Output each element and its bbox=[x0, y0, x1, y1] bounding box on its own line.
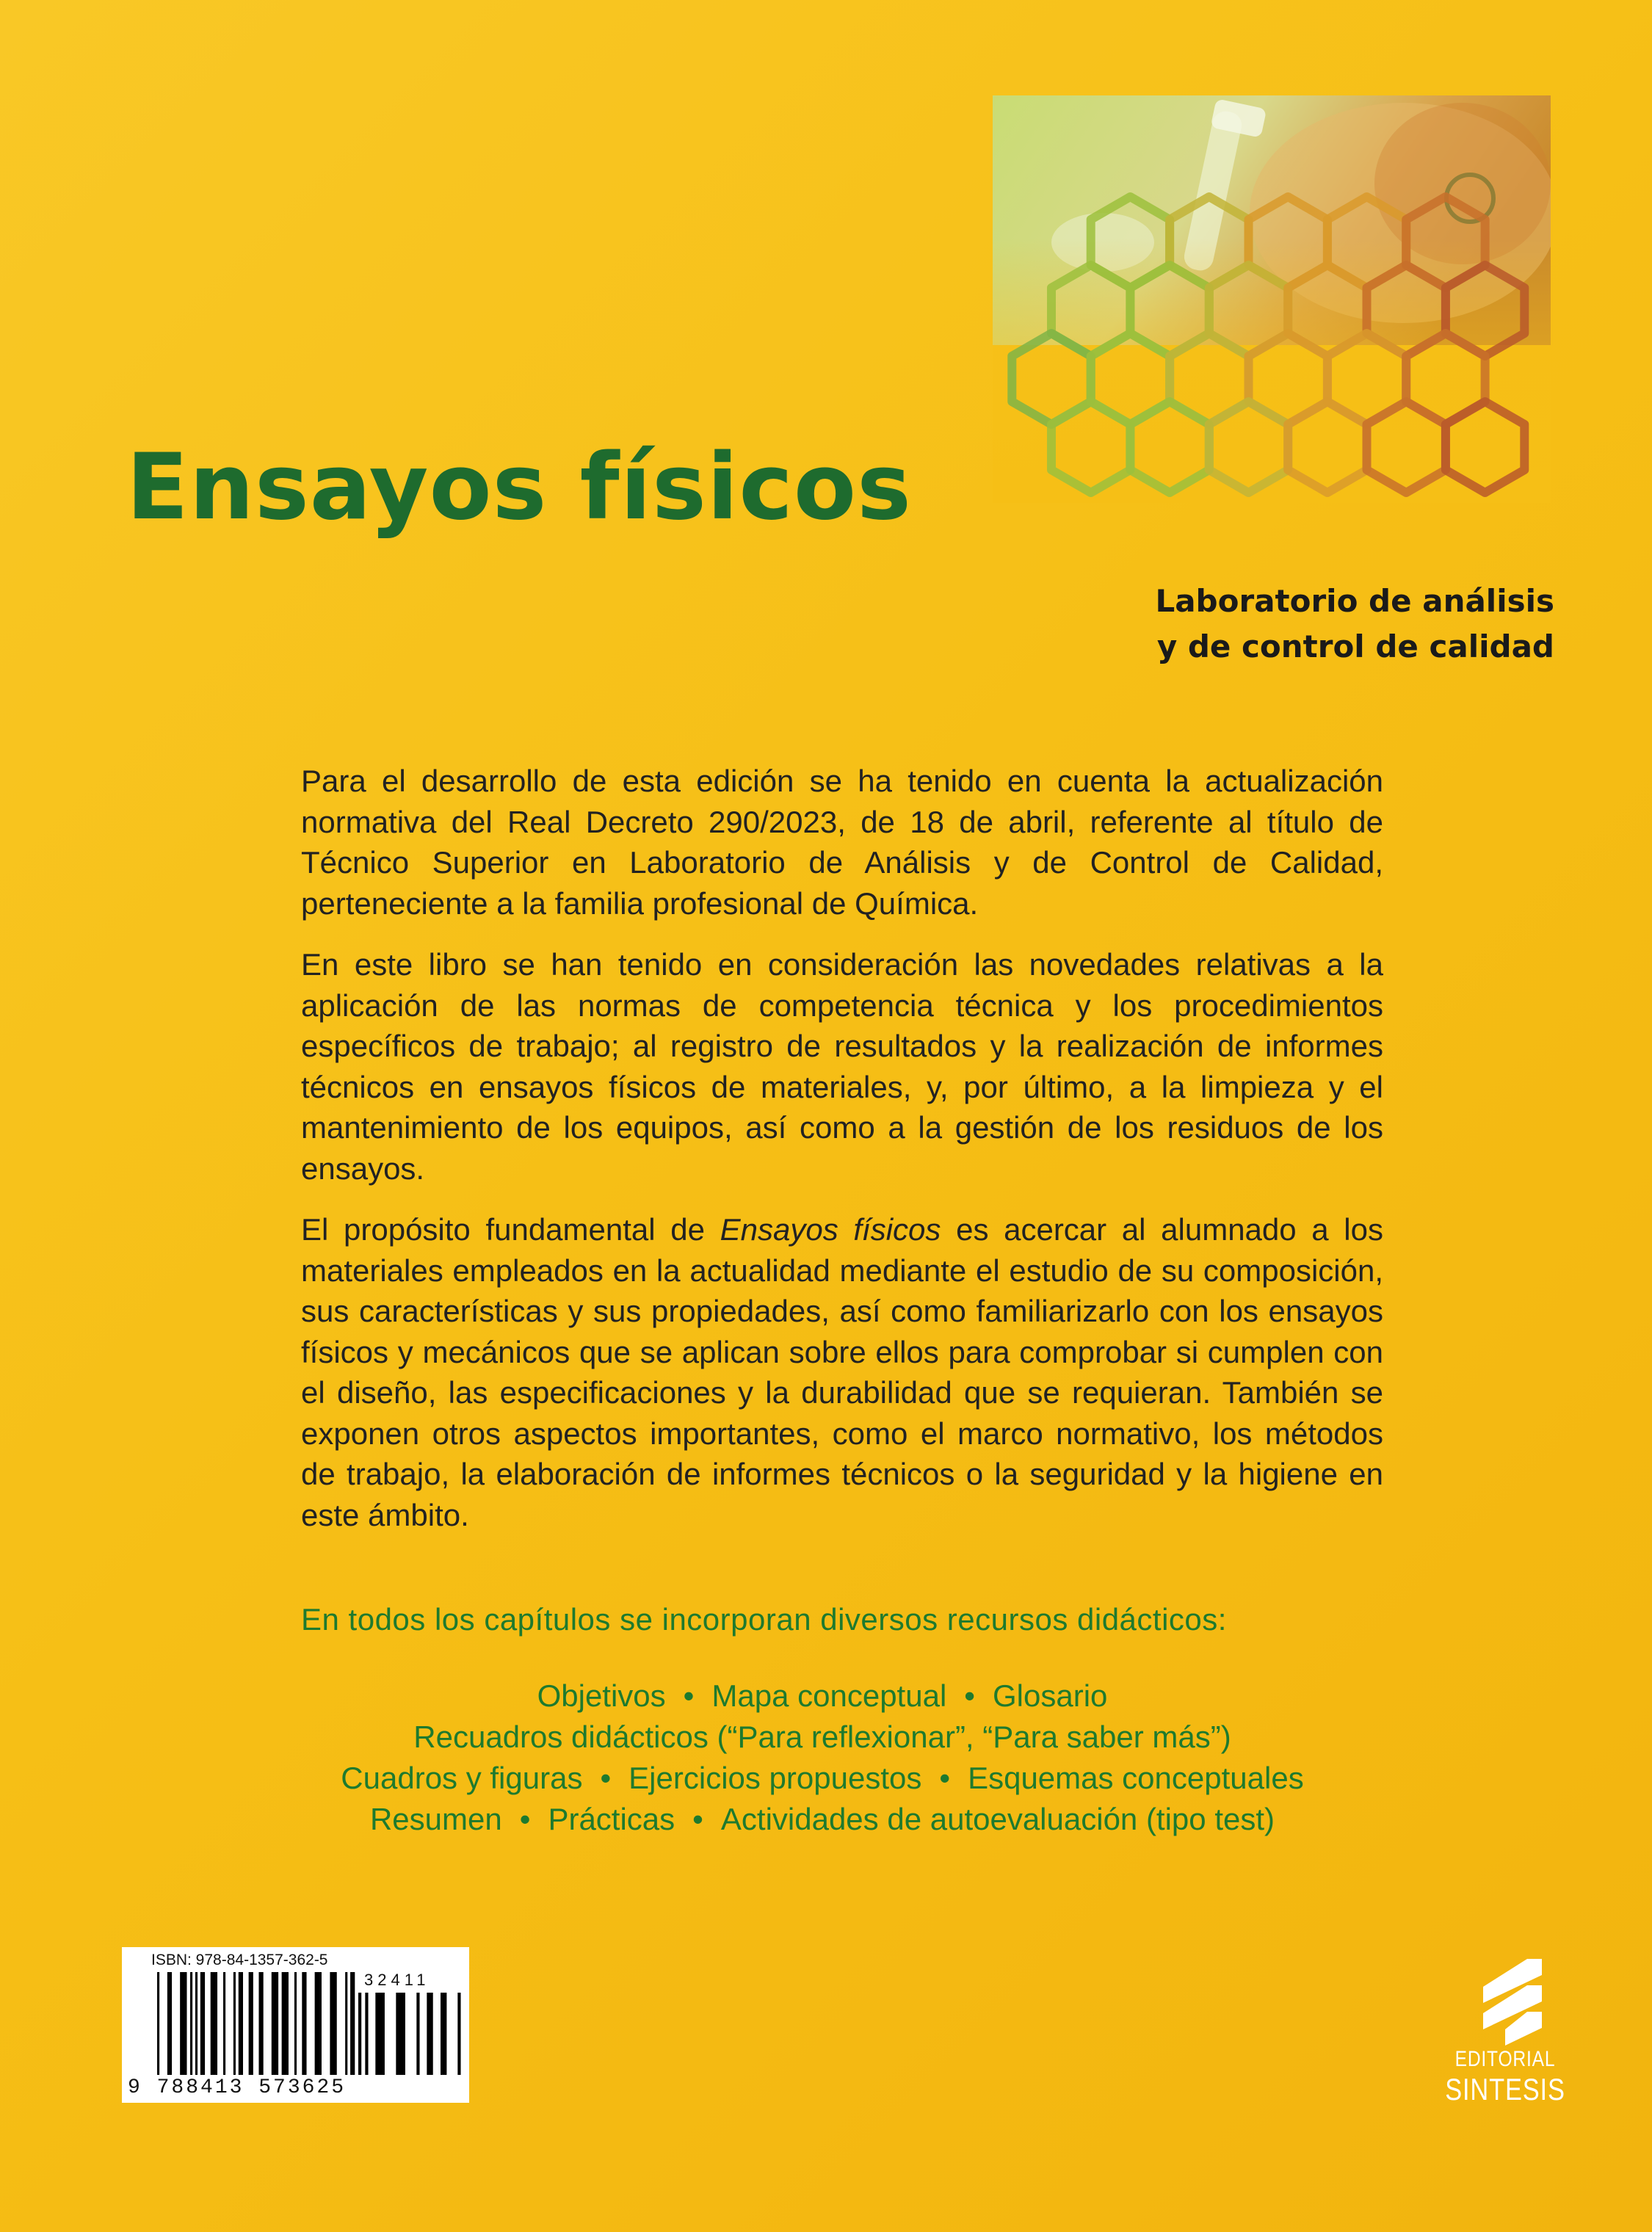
barcode-bar bbox=[457, 1993, 460, 2075]
book-description bbox=[301, 761, 1383, 1556]
resource-item: Objetivos bbox=[537, 1678, 666, 1713]
barcode-bar bbox=[427, 1993, 432, 2075]
barcode-bar bbox=[190, 1972, 192, 2075]
bullet-separator: • bbox=[519, 1802, 531, 1836]
resource-item: Prácticas bbox=[548, 1802, 675, 1836]
resource-item: Resumen bbox=[369, 1802, 502, 1836]
bullet-separator: • bbox=[683, 1678, 695, 1713]
resource-item: Esquemas conceptuales bbox=[968, 1761, 1304, 1795]
isbn-label: ISBN: 978-84-1357-362-5 bbox=[151, 1952, 328, 1968]
resources-row bbox=[220, 1717, 1424, 1758]
bullet-separator: • bbox=[964, 1678, 975, 1713]
barcode-bar bbox=[345, 1972, 347, 2075]
barcode-bar bbox=[315, 1972, 322, 2075]
resource-item: Recuadros didácticos (“Para reflexionar”, “Para saber más”) bbox=[413, 1720, 1231, 1754]
barcode-bar bbox=[258, 1972, 263, 2075]
publisher-logo-mark bbox=[1432, 1953, 1579, 2048]
barcode-bar bbox=[330, 1972, 336, 2075]
resources-row bbox=[220, 1758, 1424, 1799]
bullet-separator: • bbox=[600, 1761, 612, 1795]
barcode-bar bbox=[302, 1972, 306, 2075]
book-title-italic: Ensayos físicos bbox=[720, 1212, 941, 1247]
barcode-bar bbox=[350, 1972, 355, 2075]
paragraph-3-start: El propósito fundamental de bbox=[301, 1212, 720, 1247]
description-paragraph-3 bbox=[301, 1209, 1383, 1535]
barcode-bar bbox=[282, 1972, 289, 2075]
subtitle-line-2: y de control de calidad bbox=[1156, 628, 1554, 664]
publisher-name-line-1: EDITORIAL bbox=[1454, 2047, 1556, 2071]
paragraph-3-end: es acercar al alumnado a los materiales empleados en la actualidad mediante el estudio de su composición, sus características y sus propiedades, así como familiarizarlo con los ensayos físicos y mecánicos que se aplican sobre ellos para comprobar si cumplen con el diseño, las especificaciones y la durabilidad que se requieran. También se exponen otros aspectos importantes, como el marco normativo, los métodos de trabajo, la elaboración de informes técnicos o la seguridad y la higiene en este ámbito. bbox=[301, 1212, 1383, 1532]
ean-number: 9 788413 573625 bbox=[128, 2076, 347, 2099]
description-paragraph-1: Para el desarrollo de esta edición se ha tenido en cuenta la actualización normativa del Real Decreto 290/2023, de 18 de abril, referente al título de Técnico Superior en Laboratorio de Análisis y de Control de Calidad, perteneciente a la familia profesional de Química. bbox=[301, 764, 1383, 921]
barcode-bar bbox=[211, 1972, 217, 2075]
resources-row bbox=[220, 1799, 1424, 1840]
resources-row bbox=[220, 1675, 1424, 1717]
isbn-barcode bbox=[122, 1947, 469, 2103]
resources-intro: En todos los capítulos se incorporan diversos recursos didácticos: bbox=[301, 1602, 1227, 1637]
barcode-bar bbox=[249, 1972, 253, 2075]
resource-item: Cuadros y figuras bbox=[341, 1761, 583, 1795]
description-paragraph-2: En este libro se han tenido en consideración las novedades relativas a la aplicación de las normas de competencia técnica y los procedimientos específicos de trabajo; al registro de resultados y la realización de informes técnicos en ensayos físicos de materiales, y, por último, a la limpieza y el mantenimiento de los equipos, así como a la gestión de los residuos de los ensayos. bbox=[301, 947, 1383, 1186]
publisher-name-line-2: SINTESIS bbox=[1445, 2072, 1565, 2106]
resources-list bbox=[220, 1675, 1424, 1840]
subtitle-line-1: Laboratorio de análisis bbox=[1155, 583, 1554, 619]
ean-barcode-bars bbox=[157, 1972, 355, 2075]
barcode-bar bbox=[239, 1972, 243, 2075]
book-title: Ensayos físicos bbox=[126, 435, 912, 540]
barcode-bar bbox=[365, 1993, 368, 2075]
barcode-bar bbox=[441, 1993, 446, 2075]
barcode-bar bbox=[223, 1972, 225, 2075]
laboratory-glassware-photo bbox=[993, 95, 1551, 503]
resource-item: Mapa conceptual bbox=[711, 1678, 947, 1713]
barcode-bar bbox=[167, 1972, 172, 2075]
resource-item: Ejercicios propuestos bbox=[628, 1761, 922, 1795]
barcode-bar bbox=[358, 1993, 361, 2075]
resource-item: Glosario bbox=[993, 1678, 1108, 1713]
bullet-separator: • bbox=[692, 1802, 703, 1836]
barcode-bar bbox=[233, 1972, 236, 2075]
barcode-bar bbox=[375, 1993, 385, 2075]
photo-graphic bbox=[993, 95, 1551, 503]
barcode-bar bbox=[180, 1972, 186, 2075]
addon-barcode-bars bbox=[358, 1993, 461, 2075]
publisher-logo bbox=[1432, 1953, 1579, 2122]
barcode-bar bbox=[200, 1972, 205, 2075]
barcode-bar bbox=[294, 1972, 297, 2075]
barcode-bar bbox=[396, 1993, 405, 2075]
barcode-addon-number: 32411 bbox=[364, 1971, 430, 1989]
book-subtitle bbox=[1155, 579, 1554, 670]
barcode-bar bbox=[416, 1993, 419, 2075]
barcode-bar bbox=[195, 1972, 198, 2075]
barcode-bar bbox=[157, 1972, 159, 2075]
bullet-separator: • bbox=[939, 1761, 951, 1795]
resource-item: Actividades de autoevaluación (tipo test) bbox=[720, 1802, 1275, 1836]
barcode-bar bbox=[272, 1972, 278, 2075]
